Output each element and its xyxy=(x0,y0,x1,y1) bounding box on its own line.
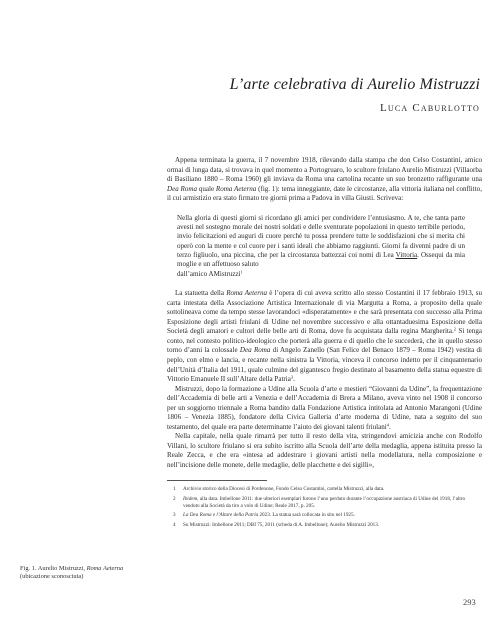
article-author: Luca Caburlotto xyxy=(380,102,480,114)
footnotes xyxy=(167,486,482,532)
footnote-emphasis: Ibidem xyxy=(183,495,198,502)
text-run: Si tenga conto, nel contesto politico-ideologico che porterà alla guerra e di quello che le succederà, che in quello stesso torno d’anni la colossale xyxy=(167,327,482,355)
text-run: quale xyxy=(197,184,216,193)
footnote-ref[interactable]: 3 xyxy=(290,374,294,380)
footnote-number: 1 xyxy=(173,486,176,492)
paragraph-2 xyxy=(167,289,482,384)
article-title: L’arte celebrativa di Aurelio Mistruzzi xyxy=(229,76,480,93)
artwork-title: Roma Aeterna xyxy=(226,289,268,298)
footnote xyxy=(167,486,482,493)
caption-text: Fig. 1. Aurelio Mistruzzi, xyxy=(20,565,87,572)
page-number: 293 xyxy=(463,597,476,607)
footnote xyxy=(167,522,482,529)
text-run: La statuetta della xyxy=(175,289,227,298)
text-run: (fig. 1): tema inneggiante, date le circostanze, alla vittoria italiana nel conflitto, il cui armistizio era stato firmato tre giorni prima a Padova in villa Giusti. Scriveva: xyxy=(167,184,482,203)
paragraph-1 xyxy=(167,156,482,204)
footnote-text: , alla data. Imbellone 2011: due ulteriori esemplari furono l’uno perduto durante l’occupazione austriaca di Udine del 1918, l’altro venduto alla Società da tiro a volo di Udine; Reale 2017, p. 205. xyxy=(183,495,466,509)
footnote-emphasis: La Dea Roma e l’Altare della Patria xyxy=(183,512,259,519)
underlined-word: Vittoria xyxy=(395,251,418,260)
text-run: Appena terminata la guerra, il 7 novembre 1918, rilevando dalla stampa che don Celso Costantini, amico ormai di lunga data, si trovava in quel momento a Portogruaro, lo scultore friulano Aurelio Mistruzzi (Villaorba di Basiliano 1880 – Roma 1960) gli inviava da Roma una cartolina recante un suo bronzetto raffigurante una xyxy=(167,156,482,184)
footnote-ref[interactable]: 1 xyxy=(240,269,243,275)
text-run: Nella capitale, nella quale rimarrà per tutto il resto della vita, stringendovi amicizia anche con Rodolfo Villani, lo scultore friulano si era subito iscritto alla Scuola dell’arte della medaglia, appena istituita presso la Reale Zecca, e che era «intesa ad addestrare i giovani artisti nella modellatura, nella composizione e nell’incisione delle monete, delle medaglie, delle placchette e dei sigilli», xyxy=(167,432,482,469)
article-body xyxy=(167,156,482,471)
footnote-number: 2 xyxy=(173,495,176,502)
figure-caption xyxy=(20,565,155,582)
footnote-text: Archivio storico della Diocesi di Pordenone, Fondo Celso Costantini, cartella Mistruzzi, alla data. xyxy=(183,486,385,492)
footnote-ref[interactable]: 4 xyxy=(386,422,389,428)
artwork-title: Roma Aeterna xyxy=(215,184,257,193)
caption-location: (ubicazione sconosciuta) xyxy=(20,573,84,581)
footnote-divider xyxy=(167,480,267,481)
footnote xyxy=(167,512,482,519)
signature-text: dall’amico AMistruzzi xyxy=(177,269,241,278)
footnote-number: 4 xyxy=(173,521,176,528)
paragraph-3 xyxy=(167,385,482,433)
footnote-text: 2023. La statua sarà collocata in situ nel 1925. xyxy=(258,512,355,519)
text-run: . xyxy=(389,422,391,431)
artwork-title: Roma Aeterna xyxy=(86,565,124,572)
text-run: . xyxy=(293,375,295,384)
quote-signature xyxy=(177,270,465,279)
block-quote xyxy=(177,214,465,279)
text-run: Mistruzzi, dopo la formazione a Udine alla Scuola d’arte e mestieri “Giovanni da Udine”, la frequentazione dell’Accademia di belle arti a Venezia e dell’Accademia di Brera a Milano, aveva vinto nel 1908 il concorso per un soggiorno triennale a Roma bandito dalla Fondazione Artistica intitolata ad Antonio Marangoni (Udine 1806 – Venezia 1885), fondatore della Civica Galleria d’arte moderna di Udine, nata a seguito del suo testamento, del quale era parte determinante l’aiuto dei giovani talenti friulani xyxy=(167,384,482,431)
artwork-title: Dea Roma xyxy=(239,346,271,355)
text-run: di Angelo Zanello (San Felice del Benaco 1879 – Roma 1942) vestita di peplo, con elmo e lancia, e recante nella sinistra la Vittoria, vinceva il concorso indetto per il cinquantenario dell’Unità d’Italia del 1911, quale culmine del gigantesco fregio destinato al basamento della statua equestre di Vittorio Emanuele II sull’Altare della Patria xyxy=(167,346,483,384)
quote-text: Nella gloria di questi giorni si ricordano gli amici per condividere l’entusiasmo. A te, che tanta parte avesti nel sostegno morale dei nostri soldati e delle sventurate popolazioni in questo terribile periodo, invio felicitazioni ed auguri di cuore perchè tu possa prendere tutte le soddisfazioni che si merita chi operò con la mente e col cuore per i santi ideali che abbiamo raggiunti. Giorni fa divenni padre di un terzo figliuolo, una piccina, che per la circostanza battezzai coi nomi di Lea xyxy=(177,213,465,260)
artwork-title: Dea Roma xyxy=(167,184,197,193)
footnote-ref[interactable]: 2 xyxy=(453,326,457,332)
paragraph-4 xyxy=(167,432,482,470)
text-run: è l’opera di cui aveva scritto allo stesso Costantini il 17 febbraio 1913, su carta intestata della Associazione Artistica Internazionale di via Margutta a Roma, a proposito della quale sottolineava come da tempo stesse lavorandoci «disperatamente» e che sarà presentata con successo alla Prima Esposizione degli artisti friulani di Udine nel novembre successivo e alla ottantaduesima Esposizione della Società degli amatori e cultori delle belle arti di Roma, dove fu acquistata dalla regina Margherita. xyxy=(167,289,482,336)
footnote-number: 3 xyxy=(173,512,176,519)
footnote xyxy=(167,496,482,510)
footnote-text: Su Mistruzzi: Imbellone 2011; DBI 75, 2011 (scheda di A. Imbellone); Aurelio Mistruzzi 2013. xyxy=(183,521,380,528)
quote-text: . Ossequi da mia moglie e un affettuoso saluto xyxy=(177,251,465,269)
